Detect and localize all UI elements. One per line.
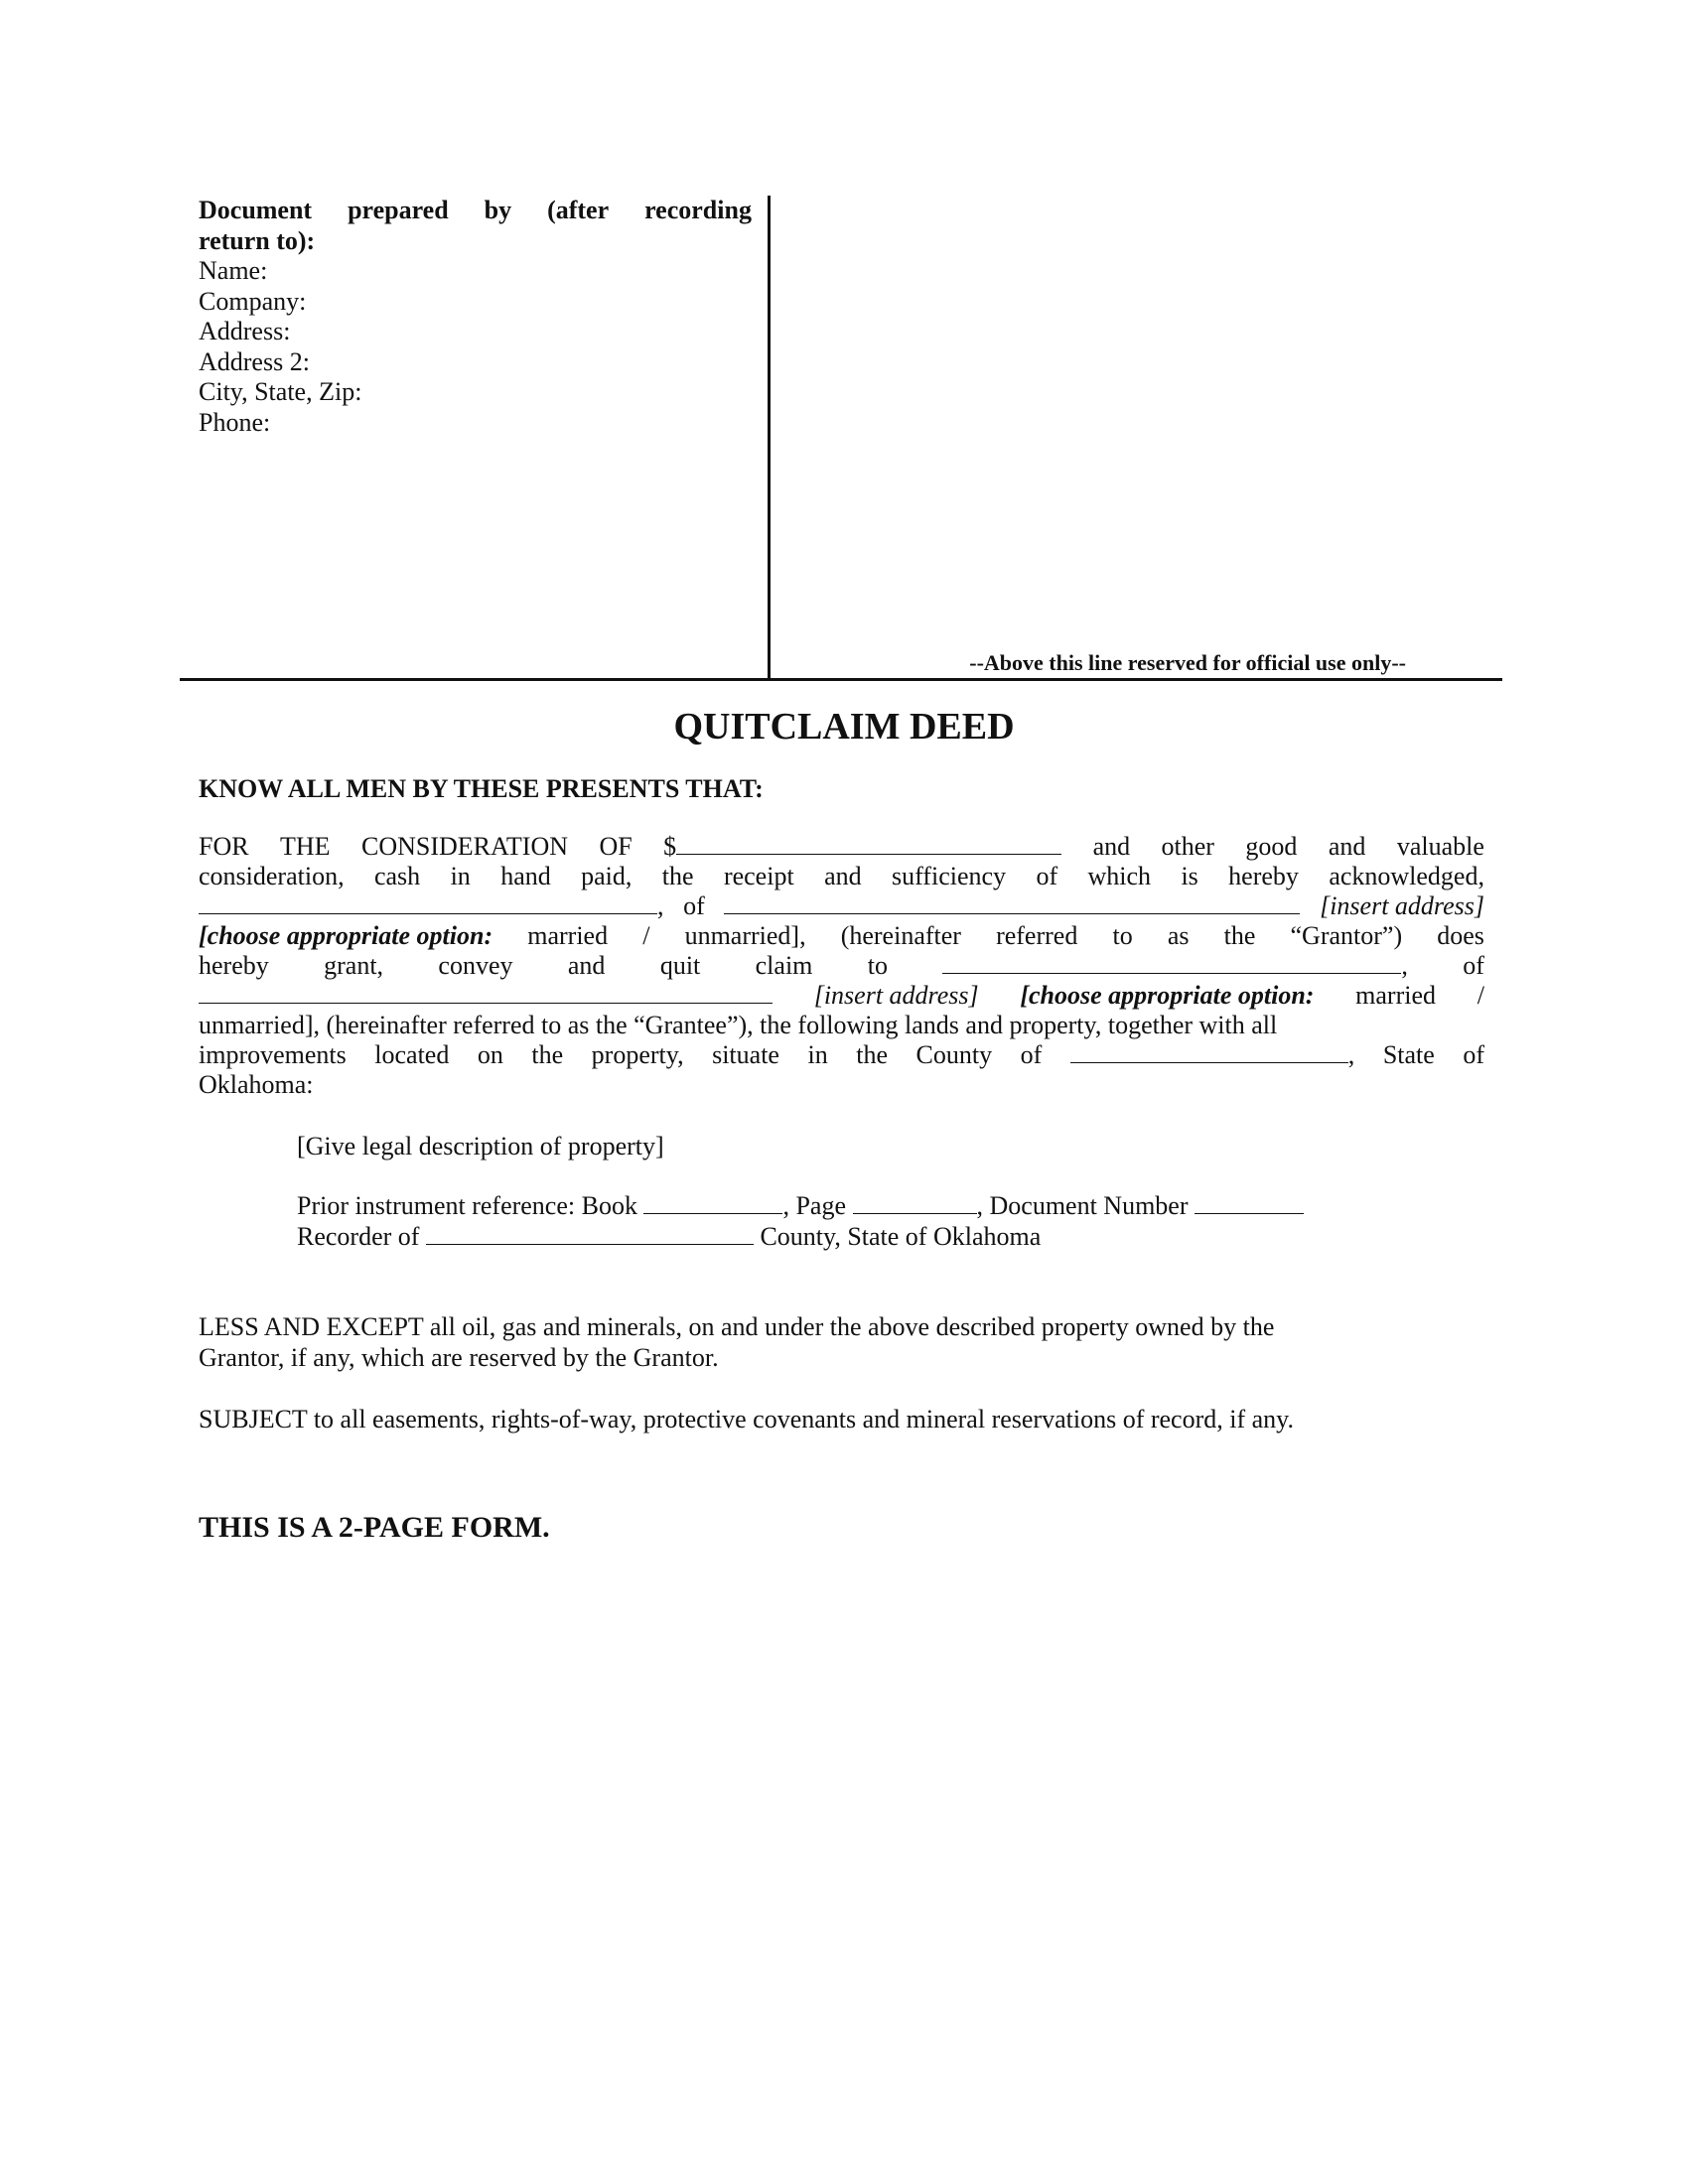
recorder-label: Recorder of — [297, 1222, 420, 1251]
word: the — [856, 1040, 888, 1069]
word: hereby — [199, 951, 269, 980]
county-state-label: County, State of Oklahoma — [760, 1222, 1042, 1251]
word: located — [374, 1040, 450, 1069]
word: other — [1161, 832, 1214, 861]
comma: , — [1401, 951, 1408, 980]
comma: , — [1347, 1040, 1355, 1069]
word: OF — [599, 832, 633, 861]
choose-option-note: [choose appropriate option: — [199, 921, 493, 950]
option-slash: / — [642, 921, 650, 950]
field-address2-label: Address 2: — [199, 346, 310, 376]
county-blank[interactable] — [1070, 1040, 1348, 1063]
grantor-marital-line — [199, 921, 1484, 951]
word: referred — [996, 921, 1078, 950]
grantor-name-field — [199, 891, 664, 921]
grantee-name-field — [942, 951, 1408, 981]
page-label: , Page — [782, 1191, 846, 1220]
word: paid, — [581, 862, 633, 890]
less-except-text: LESS AND EXCEPT all oil, gas and minerals, on and under the above described property owned by the — [199, 1312, 1275, 1341]
prepared-word: recording — [644, 196, 752, 224]
option-married: married — [1355, 981, 1436, 1010]
word: receipt — [723, 862, 794, 890]
word: “Grantor”) — [1290, 921, 1403, 950]
prepared-word: by — [484, 196, 512, 224]
word: of — [683, 891, 705, 920]
word: does — [1437, 921, 1484, 950]
two-page-form-note: THIS IS A 2-PAGE FORM. — [199, 1511, 550, 1544]
word: the — [531, 1040, 564, 1069]
grantee-address-blank[interactable] — [199, 981, 773, 1004]
consideration-line-2 — [199, 862, 1484, 891]
field-address-label: Address: — [199, 317, 291, 345]
word: CONSIDERATION — [361, 832, 568, 861]
word: improvements — [199, 1040, 347, 1069]
word: and — [1092, 832, 1131, 861]
grantee-line: unmarried], (hereinafter referred to as the “Grantee”), the following lands and property, together with all — [199, 1011, 1278, 1039]
word: grant, — [324, 951, 384, 980]
document-title: QUITCLAIM DEED — [673, 706, 1015, 748]
prepared-by-heading — [199, 196, 752, 226]
preparer-block — [199, 196, 752, 438]
recorder-line — [297, 1222, 1041, 1252]
word: to — [1112, 921, 1133, 950]
grantor-address-blank[interactable] — [724, 891, 1300, 914]
word: hand — [500, 862, 551, 890]
word: and — [1328, 832, 1366, 861]
recorder-county-blank[interactable] — [426, 1224, 754, 1245]
option-married: married — [527, 921, 609, 950]
less-except-line-1 — [199, 1312, 1484, 1342]
word: consideration, — [199, 862, 345, 890]
word: as — [1167, 921, 1190, 950]
word: good — [1245, 832, 1298, 861]
grantor-name-blank[interactable] — [199, 891, 657, 914]
word: and — [824, 862, 862, 890]
word: in — [807, 1040, 828, 1069]
word: and — [567, 951, 606, 980]
grantee-address-line — [199, 981, 1484, 1011]
field-city-state-zip-label: City, State, Zip: — [199, 377, 362, 406]
word: State — [1382, 1040, 1435, 1069]
legal-description-placeholder: [Give legal description of property] — [297, 1132, 664, 1160]
document-number-blank[interactable] — [1195, 1193, 1304, 1214]
less-except-line-2: Grantor, if any, which are reserved by the Grantor. — [199, 1343, 719, 1372]
field-phone-label: Phone: — [199, 407, 271, 437]
choose-option-note: [choose appropriate option: — [1020, 981, 1315, 1010]
subject-clause: SUBJECT to all easements, rights-of-way, protective covenants and mineral reservations of record, if any. — [199, 1405, 1294, 1433]
prior-instrument-line — [297, 1191, 1304, 1221]
word: claim — [755, 951, 813, 980]
word: FOR — [199, 832, 249, 861]
word: which — [1087, 862, 1152, 890]
word: hereby — [1228, 862, 1299, 890]
page-blank[interactable] — [853, 1193, 977, 1214]
county-field — [1070, 1040, 1355, 1070]
word: the — [1223, 921, 1256, 950]
insert-address-note: [insert address] — [1320, 891, 1484, 920]
insert-address-note: [insert address] — [813, 981, 979, 1010]
word: in — [450, 862, 471, 890]
option-slash: / — [1477, 981, 1484, 1010]
grant-line — [199, 951, 1484, 981]
word: situate — [712, 1040, 779, 1069]
word: unmarried], — [684, 921, 806, 950]
consideration-line-1 — [199, 832, 1484, 862]
reserved-note: --Above this line reserved for official use only-- — [969, 650, 1406, 675]
dollar-sign: $ — [663, 832, 677, 861]
word: THE — [280, 832, 331, 861]
consideration-amount — [663, 832, 1061, 862]
word: of — [1463, 951, 1484, 980]
word: of — [1463, 1040, 1484, 1069]
word: acknowledged, — [1329, 862, 1484, 890]
intro-heading: KNOW ALL MEN BY THESE PRESENTS THAT: — [199, 774, 764, 803]
prepared-by-heading-cont: return to): — [199, 225, 316, 255]
state-line: Oklahoma: — [199, 1070, 314, 1099]
field-company-label: Company: — [199, 286, 307, 316]
vertical-divider — [768, 196, 771, 680]
grantor-line — [199, 891, 1484, 921]
word: County — [915, 1040, 993, 1069]
word: cash — [373, 862, 421, 890]
word: of — [1036, 862, 1058, 890]
word: of — [1020, 1040, 1043, 1069]
amount-blank[interactable] — [676, 832, 1061, 855]
prepared-word: prepared — [348, 196, 449, 224]
prepared-word: Document — [199, 196, 313, 224]
word: (hereinafter — [840, 921, 961, 950]
word: to — [867, 951, 889, 980]
word: the — [661, 862, 694, 890]
prepared-word: (after — [547, 196, 610, 224]
word: quit — [659, 951, 701, 980]
word: sufficiency — [892, 862, 1007, 890]
grantee-name-blank[interactable] — [942, 951, 1401, 974]
comma: , — [657, 891, 664, 920]
book-blank[interactable] — [643, 1193, 782, 1214]
recording-area-divider — [180, 678, 1502, 681]
word: property, — [591, 1040, 684, 1069]
word: valuable — [1396, 832, 1484, 861]
county-line — [199, 1040, 1484, 1070]
prior-ref-label: Prior instrument reference: Book — [297, 1191, 637, 1220]
word: on — [477, 1040, 503, 1069]
word: convey — [438, 951, 513, 980]
word: is — [1181, 862, 1198, 890]
document-number-label: , Document Number — [976, 1191, 1189, 1220]
field-name-label: Name: — [199, 256, 268, 285]
